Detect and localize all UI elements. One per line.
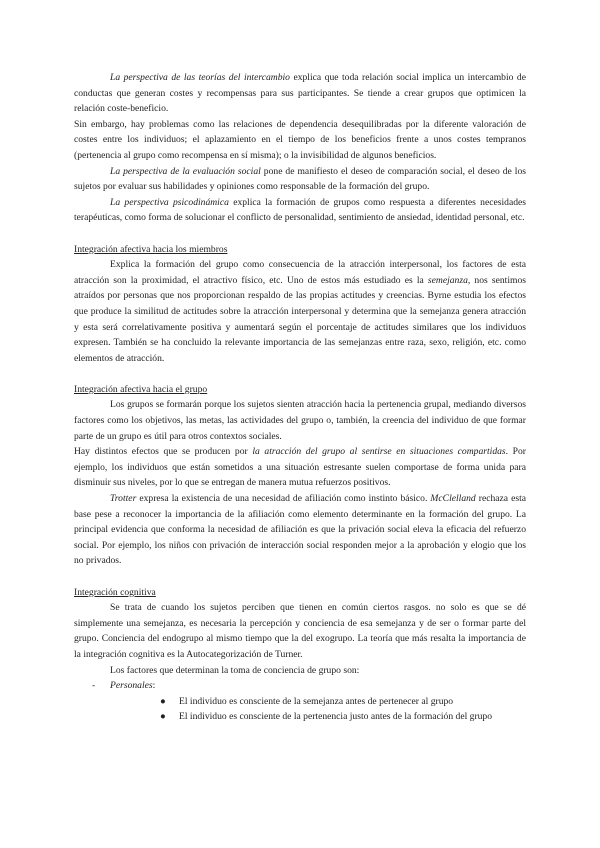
spacer <box>74 226 526 242</box>
paragraph-social-evaluation <box>74 164 526 195</box>
trotter-term: Trotter <box>110 493 137 505</box>
shared-situations-term: la atracción del grupo al sentirse en situaciones compartidas <box>252 446 506 458</box>
spacer <box>74 569 526 585</box>
paragraph-text: explica la formación de grupos como respuesta a diferentes necesidades terapéuticas, como forma de solucionar el conflicto de personalidad, sentimiento de ansiedad, identidad personal, etc. <box>74 196 526 224</box>
paragraph-interpersonal-attraction <box>74 257 526 366</box>
heading-cognitive: Integración cognitiva <box>74 586 156 598</box>
paragraph-problems: Sin embargo, hay problemas como las relaciones de dependencia desequilibradas por la diferente valoración de costes entre los individuos; el aplazamiento en el tiempo de los beneficios frente a unos costes tempranos (pertenencia al grupo como recompensa en sí misma); o la invisibilidad de algunos beneficios. <box>74 118 526 161</box>
bullet-icon: ● <box>160 711 166 723</box>
paragraph-text: expresa la existencia de una necesidad de afiliación como instinto básico. <box>136 493 431 505</box>
bullet-icon: ● <box>160 695 166 707</box>
mcclelland-term: McClelland <box>430 493 476 505</box>
spacer <box>74 366 526 382</box>
list-item-personales <box>74 678 526 694</box>
paragraph-shared-situations <box>74 444 526 491</box>
paragraph-group-attraction: Los grupos se formarán porque los sujetos sienten atracción hacia la pertenencia grupal, mediando diversos factores como los objetivos, las metas, las actividades del grupo o, también, la creencia del individuo de que formar parte de un grupo es útil para otros contextos sociales. <box>74 399 526 442</box>
personales-label: Personales <box>110 680 153 692</box>
paragraph-text: explica que toda relación social implica un intercambio de conductas que generan costes y recompensas para sus participantes. Se tiende a crear grupos que optimicen la relación coste-beneficio. <box>74 72 526 115</box>
paragraph-text: , nos sentimos atraídos por personas que nos proporcionan respaldo de las propias actitudes y creencias. Byrne estudia los efectos que produce la similitud de actitudes sobre la atracción interpersonal y determina que la semejanza genera atracción y esta será correlativamente positiva y aumentará según el porcentaje de actitudes similares que los individuos expresen. También se ha concluido la relevante importancia de las semejanzas entre raza, sexo, religión, etc. como elementos de atracción. <box>74 274 527 364</box>
bullet-text: El individuo es consciente de la semejanza antes de pertenecer al grupo <box>179 695 454 707</box>
paragraph-affiliation <box>74 491 526 569</box>
social-evaluation-term: La perspectiva de la evaluación social <box>110 165 261 177</box>
document-page <box>74 70 526 725</box>
paragraph-text: Hay distintos efectos que se producen por <box>74 446 253 458</box>
heading-affective-group: Integración afectiva hacia el grupo <box>74 383 208 395</box>
paragraph-text: Explica la formación del grupo como consecuencia de la atracción interpersonal, los factores de esta atracción son la proximidad, el atractivo físico, etc. Uno de estos más estudiado es la <box>74 259 526 286</box>
paragraph-exchange-theory <box>74 70 526 117</box>
paragraph-text: . Por ejemplo, los individuos que están sometidos a una situación estresante suelen comportase de forma unida para disminuir sus niveles, por lo que se entregan de manera mutua refuerzos positivos. <box>74 446 527 489</box>
list-item <box>74 709 526 725</box>
bullet-text: El individuo es consciente de la pertenencia justo antes de la formación del grupo <box>179 711 493 723</box>
paragraph-cognitive-integration: Se trata de cuando los sujetos perciben que tienen en común ciertos rasgos. no solo es que se dé simplemente una semejanza, es necesaria la percepción y conciencia de esa semejanza y de ser o formar parte del grupo. Conciencia del endogrupo al mismo tiempo que la del exogrupo. La teoría que más resalta la importancia de la integración cognitiva es la Autocategorización de Turner. <box>74 602 526 660</box>
label-colon: : <box>152 680 156 692</box>
psychodynamic-term: La perspectiva psicodinámica <box>110 196 229 208</box>
similarity-term: semejanza <box>427 274 468 286</box>
paragraph-factors-intro: Los factores que determinan la toma de conciencia de grupo son: <box>110 664 360 676</box>
heading-affective-members: Integración afectiva hacia los miembros <box>74 243 228 255</box>
paragraph-text: pone de manifiesto el deseo de comparación social, el deseo de los sujetos por evaluar sus habilidades y opiniones como responsable de la formación del grupo. <box>74 165 526 193</box>
list-item <box>74 694 526 710</box>
exchange-theory-term: La perspectiva de las teorías del intercambio <box>110 72 290 83</box>
dash-marker: - <box>92 680 96 692</box>
paragraph-text: rechaza esta base pese a reconocer la importancia de la afiliación como elemento determinante en la formación del grupo. La principal evidencia que conforma la necesidad de afiliación es que la privación social eleva la eficacia del refuerzo social. Por ejemplo, los niños con privación de interacción social responden mejor a la aprobación y elogio que los no privados. <box>74 493 527 567</box>
factors-list <box>74 678 526 725</box>
paragraph-psychodynamic <box>74 195 526 226</box>
